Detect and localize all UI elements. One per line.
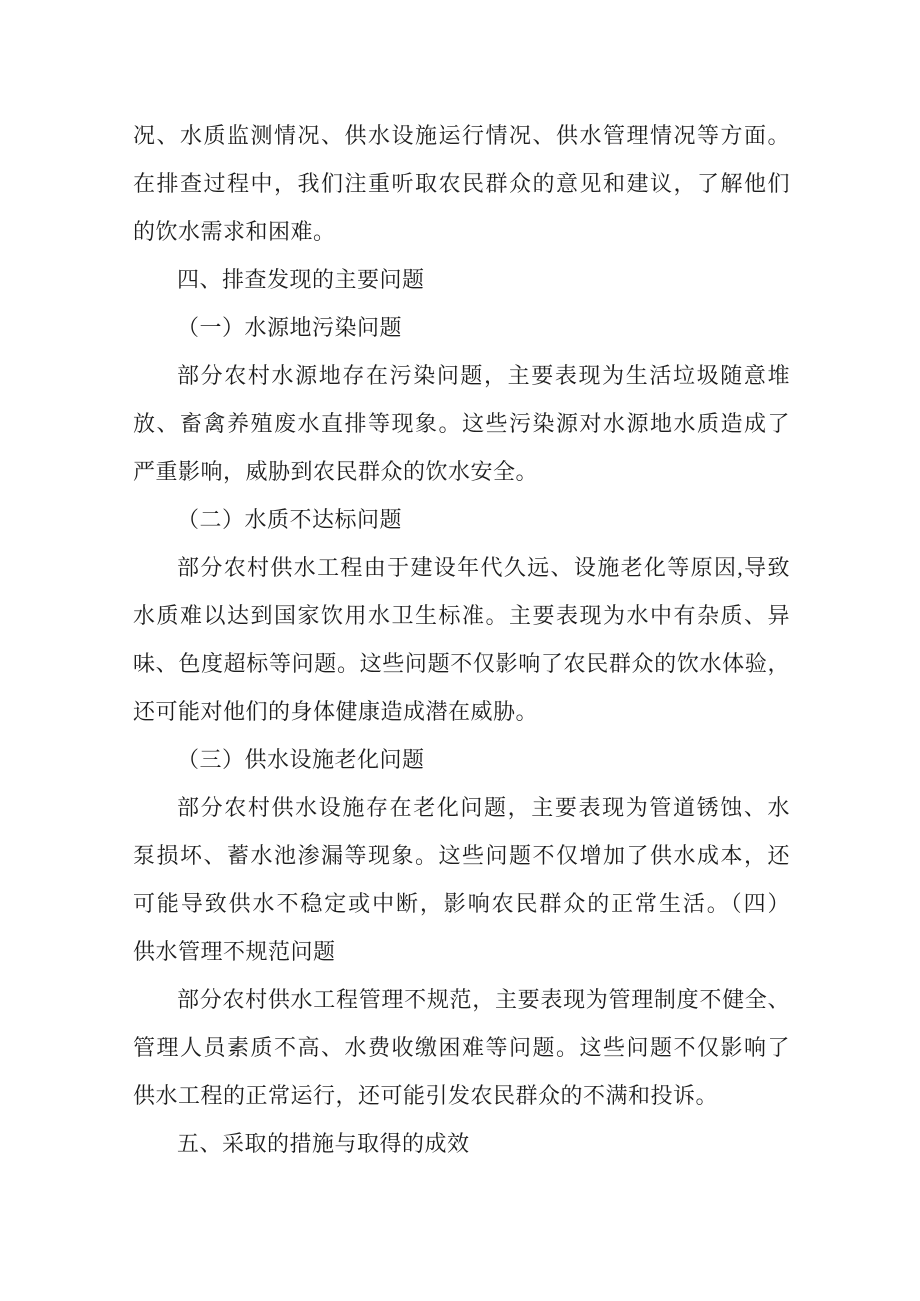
section-subheading: 供水管理不规范问题 — [133, 939, 336, 964]
section-heading: 五、采取的措施与取得的成效 — [177, 1131, 470, 1156]
text-line: 还可能对他们的身体健康造成潜在威胁。 — [133, 699, 539, 724]
text-line: 供水工程的正常运行，还可能引发农民群众的不满和投诉。 — [133, 1083, 719, 1108]
text-line: 部分农村水源地存在污染问题，主要表现为生活垃圾随意堆 — [177, 363, 790, 388]
text-line: 泵损坏、蓄水池渗漏等现象。这些问题不仅增加了供水成本，还 — [133, 843, 790, 868]
text-line: 放、畜禽养殖废水直排等现象。这些污染源对水源地水质造成了 — [133, 411, 790, 436]
text-line: 部分农村供水工程由于建设年代久远、设施老化等原因,导致 — [177, 555, 790, 580]
text-line: 部分农村供水设施存在老化问题，主要表现为管道锈蚀、水 — [177, 795, 790, 820]
text-line: 部分农村供水工程管理不规范，主要表现为管理制度不健全、 — [177, 987, 790, 1012]
section-heading: 四、排查发现的主要问题 — [177, 267, 425, 292]
text-line: 可能导致供水不稳定或中断，影响农民群众的正常生活。（四） — [133, 891, 790, 916]
section-subheading: （三）供水设施老化问题 — [177, 747, 425, 772]
section-subheading: （一）水源地污染问题 — [177, 315, 403, 340]
text-line: 味、色度超标等问题。这些问题不仅影响了农民群众的饮水体验， — [133, 651, 790, 676]
text-line: 严重影响，威胁到农民群众的饮水安全。 — [133, 459, 539, 484]
text-line: 况、水质监测情况、供水设施运行情况、供水管理情况等方面。 — [133, 123, 790, 148]
section-subheading: （二）水质不达标问题 — [177, 507, 403, 532]
text-line: 的饮水需求和困难。 — [133, 219, 336, 244]
text-line: 在排查过程中，我们注重听取农民群众的意见和建议，了解他们 — [133, 171, 790, 196]
text-line: 水质难以达到国家饮用水卫生标准。主要表现为水中有杂质、异 — [133, 603, 790, 628]
text-line: 管理人员素质不高、水费收缴困难等问题。这些问题不仅影响了 — [133, 1035, 790, 1060]
